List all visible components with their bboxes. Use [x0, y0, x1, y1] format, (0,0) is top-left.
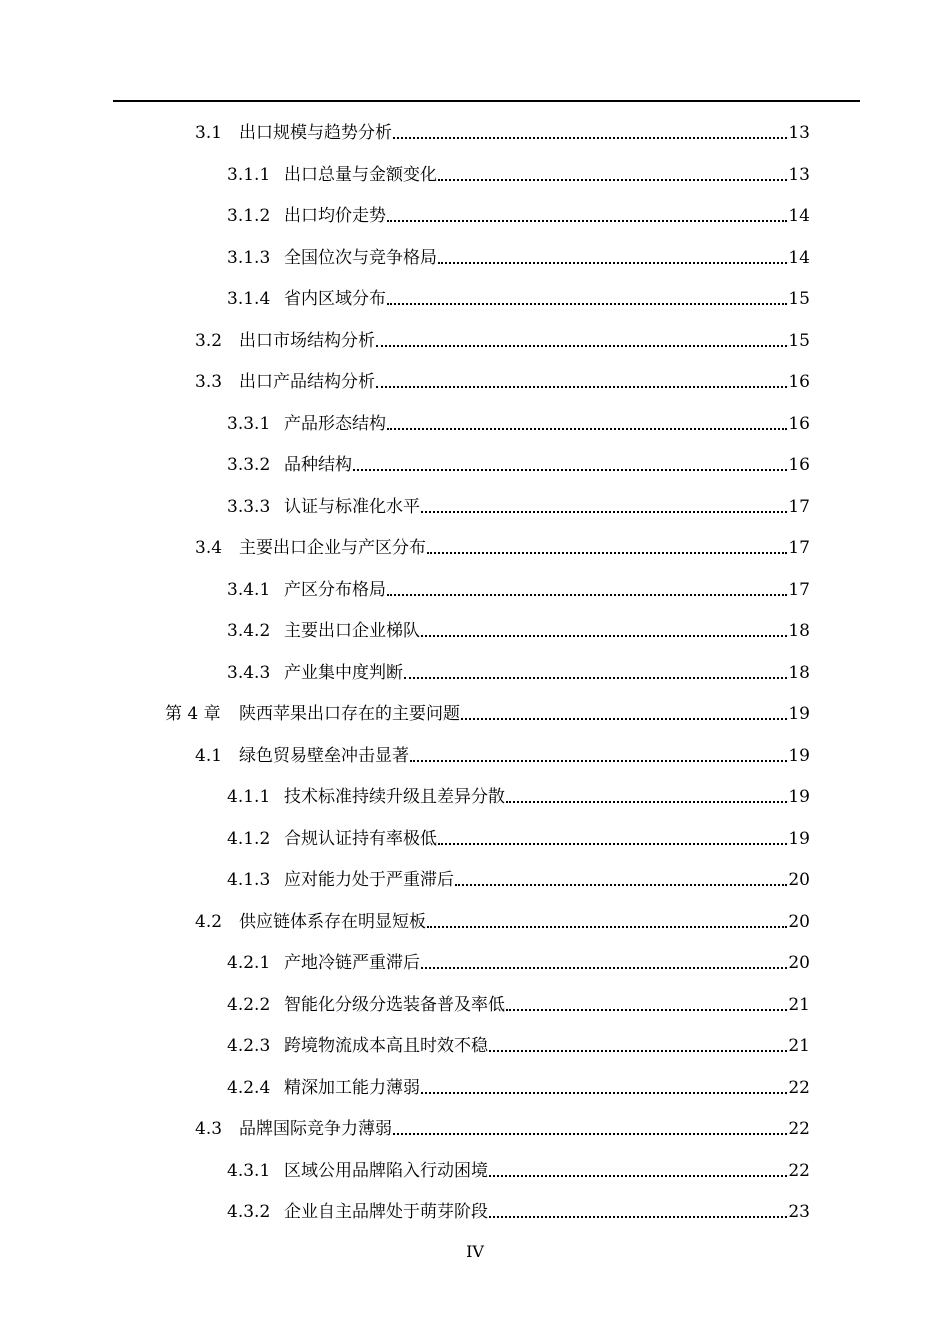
- toc-leader-dots: [455, 884, 787, 886]
- toc-entry-number: 3.1.4: [227, 289, 271, 309]
- toc-entry-page: 17: [788, 538, 810, 558]
- toc-leader-dots: [387, 303, 787, 305]
- toc-entry-page: 21: [788, 995, 810, 1015]
- toc-entry-page: 19: [788, 704, 810, 724]
- toc-leader-dots: [489, 1216, 787, 1218]
- toc-entry-page: 22: [788, 1078, 810, 1098]
- toc-entry-title: 合规认证持有率极低: [284, 829, 437, 849]
- toc-entry-page: 20: [788, 912, 810, 932]
- toc-entry-number: 4.1: [195, 746, 223, 766]
- toc-leader-dots: [438, 262, 787, 264]
- toc-entry-number: 4.1.1: [227, 787, 271, 807]
- toc-entry-number: 3.4.2: [227, 621, 271, 641]
- toc-entry-title: 企业自主品牌处于萌芽阶段: [284, 1202, 488, 1222]
- toc-leader-dots: [376, 345, 787, 347]
- toc-entry[interactable]: [227, 990, 810, 1016]
- toc-leader-dots: [404, 677, 787, 679]
- toc-entry-title: 品种结构: [284, 455, 352, 475]
- toc-entry-page: 23: [788, 1202, 810, 1222]
- toc-leader-dots: [393, 137, 787, 139]
- toc-entry-number: 3.4.1: [227, 580, 271, 600]
- toc-entry-number: 3.4.3: [227, 663, 271, 683]
- toc-entry-title: 绿色贸易壁垒冲击显著: [239, 746, 409, 766]
- toc-leader-dots: [506, 801, 787, 803]
- toc-entry-number: 4.2.4: [227, 1078, 271, 1098]
- toc-entry-title: 出口市场结构分析: [239, 331, 375, 351]
- toc-entry-page: 13: [788, 165, 810, 185]
- toc-entry-page: 15: [788, 331, 810, 351]
- toc-entry-title: 主要出口企业梯队: [284, 621, 420, 641]
- toc-entry-page: 15: [788, 289, 810, 309]
- toc-entry-page: 19: [788, 829, 810, 849]
- toc-leader-dots: [410, 760, 787, 762]
- toc-entry[interactable]: [227, 201, 810, 227]
- toc-entry-number: 4.2: [195, 912, 223, 932]
- toc-entry-title: 技术标准持续升级且差异分散: [284, 787, 505, 807]
- toc-entry-number: 3.1.1: [227, 165, 271, 185]
- toc-entry-title: 出口产品结构分析: [239, 372, 375, 392]
- toc-entry[interactable]: [227, 1031, 810, 1057]
- toc-entry[interactable]: [195, 1114, 810, 1140]
- page-number: IV: [466, 1242, 484, 1261]
- toc-entry-page: 14: [788, 248, 810, 268]
- toc-entry-number: 4.2.1: [227, 953, 271, 973]
- toc-entry-page: 16: [788, 372, 810, 392]
- toc-entry-number: 3.3.3: [227, 497, 271, 517]
- toc-leader-dots: [461, 718, 787, 720]
- toc-leader-dots: [387, 220, 787, 222]
- toc-entry-number: 4.3: [195, 1119, 223, 1139]
- toc-entry-number: 4.3.1: [227, 1161, 271, 1181]
- toc-entry[interactable]: [227, 948, 810, 974]
- toc-leader-dots: [506, 1009, 787, 1011]
- toc-entry-title: 品牌国际竞争力薄弱: [239, 1119, 392, 1139]
- toc-entry-page: 16: [788, 414, 810, 434]
- toc-leader-dots: [387, 594, 787, 596]
- toc-entry[interactable]: [227, 409, 810, 435]
- toc-entry-page: 20: [788, 953, 810, 973]
- toc-entry-number: 第 4 章: [165, 704, 221, 724]
- toc-entry[interactable]: [227, 1073, 810, 1099]
- toc-entry-page: 13: [788, 123, 810, 143]
- toc-entry-page: 20: [788, 870, 810, 890]
- toc-entry[interactable]: [227, 492, 810, 518]
- toc-entry[interactable]: [227, 1156, 810, 1182]
- toc-entry[interactable]: [195, 533, 810, 559]
- toc-entry[interactable]: [195, 367, 810, 393]
- toc-entry-number: 3.1: [195, 123, 223, 143]
- toc-entry-page: 19: [788, 787, 810, 807]
- toc-entry-title: 产品形态结构: [284, 414, 386, 434]
- toc-entry-page: 22: [788, 1119, 810, 1139]
- toc-entry-title: 全国位次与竞争格局: [284, 248, 437, 268]
- toc-entry-title: 出口总量与金额变化: [284, 165, 437, 185]
- toc-entry-number: 3.1.3: [227, 248, 271, 268]
- toc-leader-dots: [393, 1133, 787, 1135]
- toc-entry-title: 应对能力处于严重滞后: [284, 870, 454, 890]
- toc-entry[interactable]: [195, 326, 810, 352]
- toc-entry[interactable]: [227, 824, 810, 850]
- toc-entry-title: 主要出口企业与产区分布: [239, 538, 426, 558]
- toc-entry-title: 区域公用品牌陷入行动困境: [284, 1161, 488, 1181]
- toc-leader-dots: [376, 386, 787, 388]
- toc-entry-number: 3.3: [195, 372, 223, 392]
- toc-entry-title: 精深加工能力薄弱: [284, 1078, 420, 1098]
- toc-entry-title: 产业集中度判断: [284, 663, 403, 683]
- toc-entry[interactable]: [227, 450, 810, 476]
- toc-entry-page: 17: [788, 580, 810, 600]
- toc-leader-dots: [427, 552, 787, 554]
- toc-entry[interactable]: [227, 160, 810, 186]
- toc-entry[interactable]: [227, 1197, 810, 1223]
- toc-entry-title: 省内区域分布: [284, 289, 386, 309]
- toc-leader-dots: [438, 179, 787, 181]
- toc-entry-number: 4.2.2: [227, 995, 271, 1015]
- toc-leader-dots: [427, 926, 787, 928]
- toc-entry[interactable]: [227, 782, 810, 808]
- toc-entry-title: 陕西苹果出口存在的主要问题: [239, 704, 460, 724]
- toc-leader-dots: [421, 1092, 787, 1094]
- toc-entry-page: 18: [788, 663, 810, 683]
- toc-entry-title: 跨境物流成本高且时效不稳: [284, 1036, 488, 1056]
- toc-entry[interactable]: [227, 865, 810, 891]
- toc-entry[interactable]: [227, 243, 810, 269]
- toc-entry[interactable]: [227, 575, 810, 601]
- toc-entry-page: 14: [788, 206, 810, 226]
- toc-entry-title: 出口规模与趋势分析: [239, 123, 392, 143]
- toc-leader-dots: [387, 428, 787, 430]
- toc-leader-dots: [438, 843, 787, 845]
- toc-entry-title: 智能化分级分选装备普及率低: [284, 995, 505, 1015]
- toc-entry[interactable]: [227, 658, 810, 684]
- toc-entry-title: 出口均价走势: [284, 206, 386, 226]
- toc-entry-page: 19: [788, 746, 810, 766]
- toc-entry[interactable]: [195, 118, 810, 144]
- toc-leader-dots: [489, 1050, 787, 1052]
- toc-entry[interactable]: [227, 616, 810, 642]
- toc-entry-page: 17: [788, 497, 810, 517]
- toc-entry-number: 4.1.2: [227, 829, 271, 849]
- toc-entry-number: 3.3.2: [227, 455, 271, 475]
- toc-entry-page: 18: [788, 621, 810, 641]
- toc-entry-page: 22: [788, 1161, 810, 1181]
- toc-entry-number: 3.2: [195, 331, 223, 351]
- toc-entry-number: 3.4: [195, 538, 223, 558]
- toc-entry-title: 产地冷链严重滞后: [284, 953, 420, 973]
- toc-entry-page: 16: [788, 455, 810, 475]
- toc-entry-title: 认证与标准化水平: [284, 497, 420, 517]
- toc-entry-number: 4.1.3: [227, 870, 271, 890]
- toc-entry[interactable]: [165, 699, 810, 725]
- toc-leader-dots: [421, 511, 787, 513]
- toc-entry-number: 3.1.2: [227, 206, 271, 226]
- toc-entry-number: 4.3.2: [227, 1202, 271, 1222]
- toc-entry[interactable]: [195, 907, 810, 933]
- toc-leader-dots: [421, 635, 787, 637]
- toc-entry-title: 供应链体系存在明显短板: [239, 912, 426, 932]
- toc-leader-dots: [489, 1175, 787, 1177]
- toc-leader-dots: [353, 469, 787, 471]
- toc-leader-dots: [421, 967, 787, 969]
- toc-entry-number: 4.2.3: [227, 1036, 271, 1056]
- toc-entry-title: 产区分布格局: [284, 580, 386, 600]
- toc-entry[interactable]: [195, 741, 810, 767]
- toc-entry-page: 21: [788, 1036, 810, 1056]
- toc-entry-number: 3.3.1: [227, 414, 271, 434]
- toc-entry[interactable]: [227, 284, 810, 310]
